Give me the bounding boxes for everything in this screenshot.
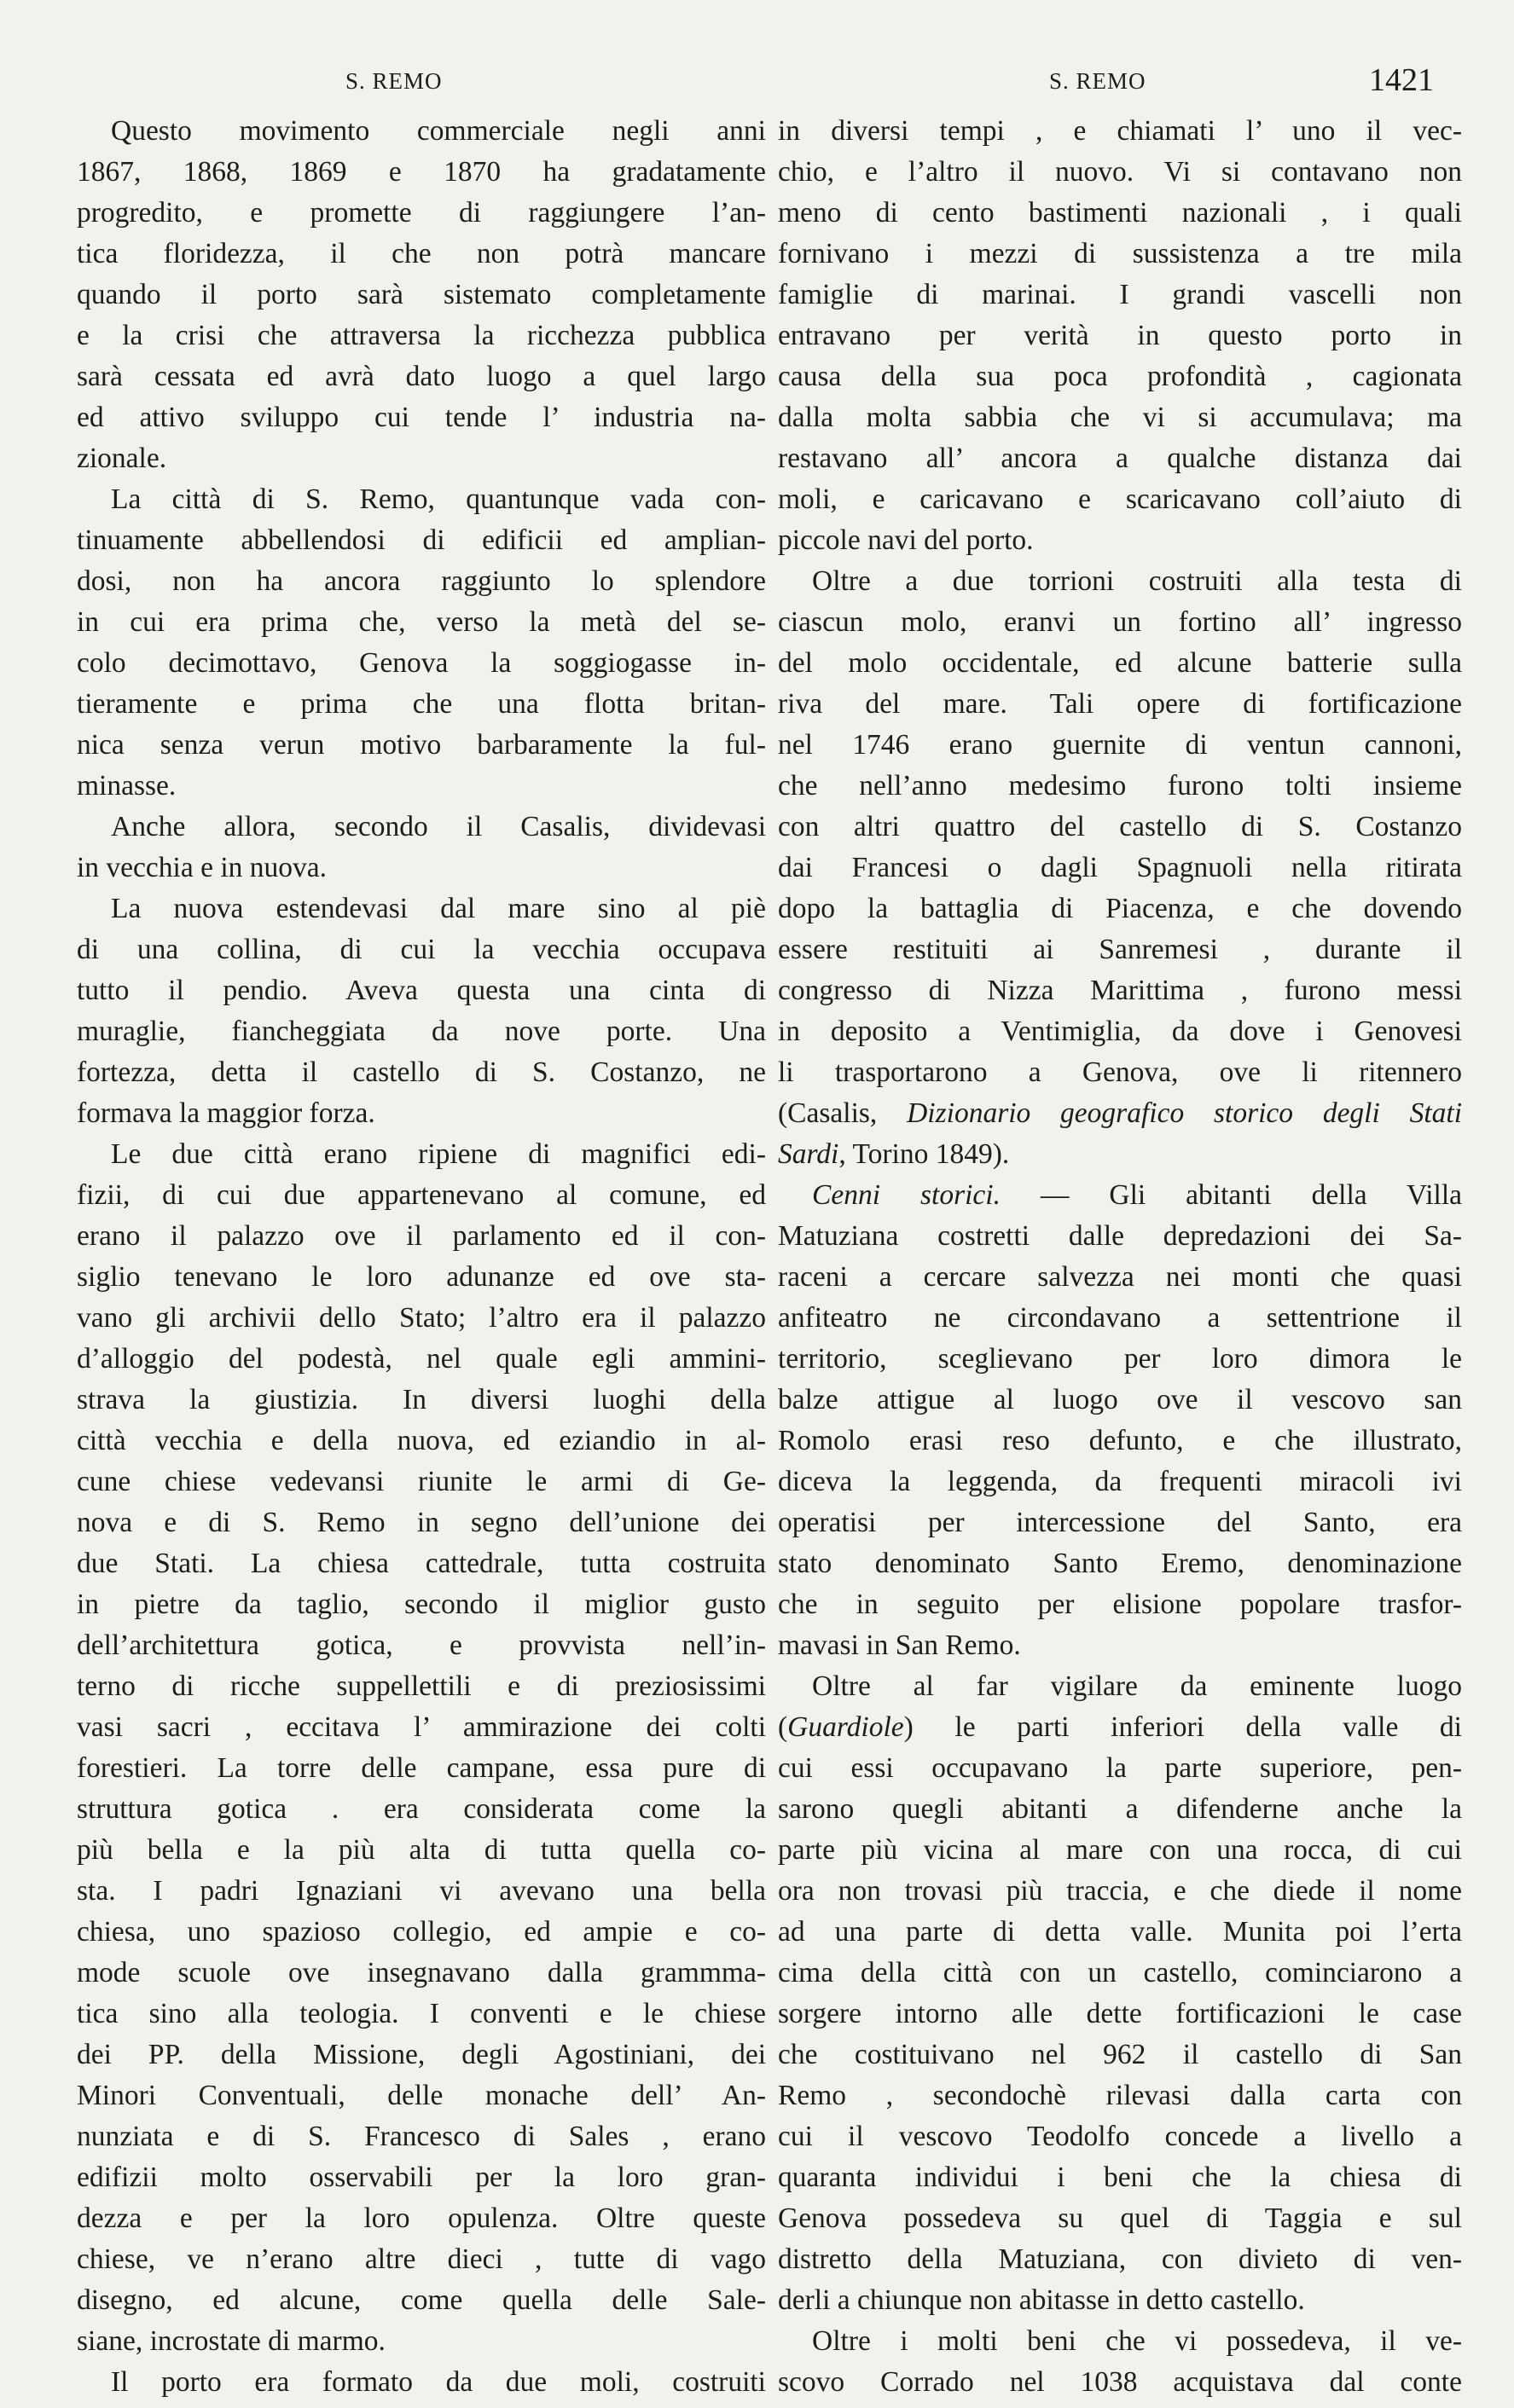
text-line (778, 725, 1462, 766)
text-line (778, 1216, 1462, 1257)
text-line (778, 2239, 1462, 2280)
text-line (778, 1789, 1462, 1830)
text-line: tinuamente abbellendosi di edificii ed amplian- (77, 524, 766, 556)
text-segment: mavasi in San Remo. (778, 1629, 1021, 1661)
text-line (778, 1462, 1462, 1502)
text-line (778, 1011, 1462, 1052)
text-segment: derli a chiunque non abitasse in detto castello. (778, 2284, 1305, 2316)
text-line: dosi, non ha ancora raggiunto lo splendore (77, 565, 766, 597)
text-line: chiesa, uno spazioso collegio, ed ampie e co- (77, 1916, 766, 1948)
italic-text: Cenni storici. (812, 1179, 1001, 1211)
text-segment: sorgere intorno alle dette fortificazioni le case (778, 1998, 1462, 2029)
text-line (778, 1748, 1462, 1789)
text-line (778, 1298, 1462, 1339)
text-line: in vecchia e in nuova. (77, 852, 328, 883)
text-line (778, 807, 1462, 848)
text-segment: dalla molta sabbia che vi si accumulava; ma (778, 402, 1462, 433)
text-line (778, 889, 1462, 929)
text-line (778, 193, 1462, 234)
text-segment: essere restituiti ai Sanremesi , durante il (778, 934, 1462, 965)
running-head-left: S. REMO (345, 68, 443, 94)
text-line: siane, incrostate di marmo. (77, 2325, 386, 2357)
text-line (778, 275, 1462, 315)
text-line (778, 1175, 1462, 1216)
text-segment: Remo , secondochè rilevasi dalla carta con (778, 2080, 1462, 2111)
text-line: tieramente e prima che una flotta britan- (77, 688, 766, 720)
text-line: strava la giustizia. In diversi luoghi della (77, 1384, 766, 1415)
text-segment: piccole navi del porto. (778, 524, 1034, 556)
page-number: 1421 (1369, 62, 1434, 98)
text-line (778, 1093, 1462, 1134)
text-line (778, 1134, 1462, 1175)
text-line: sta. I padri Ignaziani vi avevano una bella (77, 1875, 766, 1907)
text-segment: territorio, sceglievano per loro dimora le (778, 1343, 1462, 1375)
text-line: nova e di S. Remo in segno dell’unione dei (77, 1507, 766, 1538)
text-segment: ciascun molo, eranvi un fortino all’ ingresso (778, 606, 1462, 638)
text-segment: raceni a cercare salvezza nei monti che quasi (778, 1261, 1462, 1293)
text-segment: distretto della Matuziana, con divieto di ven- (778, 2243, 1462, 2275)
text-segment: ) le parti inferiori della valle di (903, 1711, 1462, 1743)
text-segment: meno di cento bastimenti nazionali , i quali (778, 197, 1462, 229)
text-line: fizii, di cui due appartenevano al comune, ed (77, 1179, 766, 1211)
text-line: tica sino alla teologia. I conventi e le chiese (77, 1998, 766, 2029)
text-segment: restavano all’ ancora a qualche distanza dai (778, 443, 1462, 474)
text-line (778, 1502, 1462, 1543)
text-line: progredito, e promette di raggiungere l’an- (77, 197, 766, 229)
text-segment: scovo Corrado nel 1038 acquistava dal conte (778, 2366, 1462, 2398)
italic-text: Guardiole (787, 1711, 904, 1743)
text-line: formava la maggior forza. (77, 1097, 375, 1129)
running-head-right: S. REMO (1049, 68, 1146, 94)
text-line (778, 397, 1462, 438)
text-line (778, 2362, 1462, 2403)
text-line (778, 2198, 1462, 2239)
text-line (778, 315, 1462, 356)
text-line: vasi sacri , eccitava l’ ammirazione dei colti (77, 1711, 766, 1743)
text-line: dell’architettura gotica, e provvista nell’in- (77, 1629, 766, 1661)
text-line (778, 2157, 1462, 2198)
text-segment: chio, e l’altro il nuovo. Vi si contavano non (778, 156, 1462, 188)
text-segment: Genova possedeva su quel di Taggia e sul (778, 2203, 1462, 2234)
text-line: d’alloggio del podestà, nel quale egli ammini- (77, 1343, 766, 1375)
text-line (778, 1257, 1462, 1298)
text-line: più bella e la più alta di tutta quella co- (77, 1834, 766, 1866)
text-line: La nuova estendevasi dal mare sino al piè (111, 893, 766, 924)
text-segment: quaranta individui i beni che la chiesa di (778, 2162, 1462, 2193)
right-column (778, 111, 1462, 2398)
text-line (778, 2321, 1462, 2362)
text-line (778, 561, 1462, 602)
text-segment: cui il vescovo Teodolfo concede a livello a (778, 2121, 1462, 2152)
text-line: Le due città erano ripiene di magnifici edi- (111, 1138, 766, 1170)
text-line: in pietre da taglio, secondo il miglior gusto (77, 1589, 766, 1620)
text-segment: riva del mare. Tali opere di fortificazione (778, 688, 1462, 720)
text-line (778, 2280, 1462, 2321)
text-segment: che costituivano nel 962 il castello di San (778, 2039, 1462, 2070)
text-line (778, 111, 1462, 152)
text-line: sarà cessata ed avrà dato luogo a quel largo (77, 361, 766, 392)
text-line: tica floridezza, il che non potrà mancare (77, 238, 766, 269)
text-segment: dopo la battaglia di Piacenza, e che dovendo (778, 893, 1462, 924)
text-line: muraglie, fiancheggiata da nove porte. Una (77, 1016, 766, 1047)
text-line (778, 1543, 1462, 1584)
text-segment: in deposito a Ventimiglia, da dove i Genovesi (778, 1016, 1462, 1047)
text-line (778, 2035, 1462, 2075)
text-segment: in diversi tempi , e chiamati l’ uno il vec- (778, 115, 1462, 147)
text-segment: del molo occidentale, ed alcune batterie sulla (778, 647, 1462, 679)
text-segment: balze attigue al luogo ove il vescovo san (778, 1384, 1462, 1415)
text-segment: Oltre al far vigilare da eminente luogo (812, 1670, 1462, 1702)
text-line (778, 1830, 1462, 1871)
text-segment: operatisi per intercessione del Santo, era (778, 1507, 1462, 1538)
text-segment: moli, e caricavano e scaricavano coll’aiuto di (778, 483, 1462, 515)
text-line: ed attivo sviluppo cui tende l’ industria na- (77, 402, 766, 433)
text-line: Il porto era formato da due moli, costruiti (111, 2366, 766, 2398)
text-line (778, 2075, 1462, 2116)
text-line (778, 929, 1462, 970)
text-segment: cima della città con un castello, cominciarono a (778, 1957, 1462, 1988)
text-line (778, 1912, 1462, 1953)
text-line: Minori Conventuali, delle monache dell’ An- (77, 2080, 766, 2111)
text-line (778, 970, 1462, 1011)
text-line (778, 520, 1462, 561)
text-segment: sarono quegli abitanti a difenderne anche la (778, 1793, 1462, 1825)
text-line (778, 438, 1462, 479)
text-line: vano gli archivii dello Stato; l’altro era il palazzo (77, 1302, 766, 1334)
text-line: nunziata e di S. Francesco di Sales , erano (77, 2121, 766, 2152)
text-line: Anche allora, secondo il Casalis, dividevasi (111, 811, 766, 842)
text-segment: che nell’anno medesimo furono tolti insieme (778, 770, 1462, 802)
text-line: dezza e per la loro opulenza. Oltre queste (77, 2203, 766, 2234)
text-line: nica senza verun motivo barbaramente la ful- (77, 729, 766, 761)
text-line: e la crisi che attraversa la ricchezza pubblica (77, 320, 766, 351)
text-line (778, 1380, 1462, 1421)
text-line (778, 356, 1462, 397)
text-segment: causa della sua poca profondità , cagionata (778, 361, 1462, 392)
text-line (778, 643, 1462, 684)
text-line: due Stati. La chiesa cattedrale, tutta costruita (77, 1548, 766, 1579)
text-line: zionale. (77, 443, 167, 474)
text-segment: li trasportarono a Genova, ove li ritennero (778, 1056, 1462, 1088)
text-line (778, 848, 1462, 889)
text-line (778, 684, 1462, 725)
text-line: città vecchia e della nuova, ed eziandio in al- (77, 1425, 766, 1456)
text-line: forestieri. La torre delle campane, essa pure di (77, 1752, 766, 1784)
text-line (778, 1707, 1462, 1748)
text-segment: Matuziana costretti dalle depredazioni dei Sa- (778, 1220, 1462, 1252)
text-line (778, 2116, 1462, 2157)
italic-text: Sardi (778, 1138, 839, 1170)
text-line: fortezza, detta il castello di S. Costanzo, ne (77, 1056, 766, 1088)
text-line: cune chiese vedevansi riunite le armi di Ge- (77, 1466, 766, 1497)
text-line (778, 1994, 1462, 2035)
text-line: tutto il pendio. Aveva questa una cinta di (77, 975, 766, 1006)
text-segment: cui essi occupavano la parte superiore, pen- (778, 1752, 1462, 1784)
text-line: 1867, 1868, 1869 e 1870 ha gradatamente (77, 156, 766, 188)
text-line: erano il palazzo ove il parlamento ed il con- (77, 1220, 766, 1252)
text-segment: entravano per verità in questo porto in (778, 320, 1462, 351)
text-line (778, 1339, 1462, 1380)
text-line: terno di ricche suppellettili e di preziosissimi (77, 1670, 766, 1702)
text-segment: Romolo erasi reso defunto, e che illustrato, (778, 1425, 1462, 1456)
text-line (778, 1953, 1462, 1994)
text-segment: parte più vicina al mare con una rocca, di cui (778, 1834, 1462, 1866)
text-segment: che in seguito per elisione popolare trasfor- (778, 1589, 1462, 1620)
text-line: La città di S. Remo, quantunque vada con- (111, 483, 766, 515)
text-segment: Oltre i molti beni che vi possedeva, il ve- (812, 2325, 1462, 2357)
text-segment: anfiteatro ne circondavano a settentrione il (778, 1302, 1462, 1334)
text-segment: ora non trovasi più traccia, e che diede il nome (778, 1875, 1462, 1907)
text-segment: ( (778, 1711, 788, 1743)
text-line (778, 479, 1462, 520)
text-line: siglio tenevano le loro adunanze ed ove sta- (77, 1261, 766, 1293)
text-segment: congresso di Nizza Marittima , furono messi (778, 975, 1462, 1006)
text-segment: Oltre a due torrioni costruiti alla testa di (812, 565, 1462, 597)
left-column (77, 111, 766, 2398)
text-line (778, 1421, 1462, 1462)
text-line (778, 1052, 1462, 1093)
text-line (778, 1666, 1462, 1707)
text-line (778, 766, 1462, 807)
text-segment: dai Francesi o dagli Spagnuoli nella ritirata (778, 852, 1462, 883)
text-line: mode scuole ove insegnavano dalla grammma- (77, 1957, 766, 1988)
text-line (778, 602, 1462, 643)
text-line (778, 234, 1462, 275)
text-line (778, 152, 1462, 193)
text-segment: (Casalis, (778, 1097, 908, 1129)
text-segment: con altri quattro del castello di S. Costanzo (778, 811, 1462, 842)
text-line: edifizii molto osservabili per la loro gran- (77, 2162, 766, 2193)
text-line: in cui era prima che, verso la metà del se- (77, 606, 766, 638)
italic-text: Dizionario geografico storico degli Stati (907, 1097, 1462, 1129)
text-line (778, 1871, 1462, 1912)
text-line: colo decimottavo, Genova la soggiogasse in- (77, 647, 766, 679)
text-segment: stato denominato Santo Eremo, denominazione (778, 1548, 1462, 1579)
text-segment: diceva la leggenda, da frequenti miracoli ivi (778, 1466, 1462, 1497)
text-line: Questo movimento commerciale negli anni (111, 115, 766, 147)
text-segment: , Torino 1849). (838, 1138, 1010, 1170)
text-line: chiese, ve n’erano altre dieci , tutte di vago (77, 2243, 766, 2275)
text-segment: famiglie di marinai. I grandi vascelli non (778, 279, 1462, 310)
text-line: di una collina, di cui la vecchia occupava (77, 934, 766, 965)
text-segment: nel 1746 erano guernite di ventun cannoni, (778, 729, 1462, 761)
text-segment: ad una parte di detta valle. Munita poi l’erta (778, 1916, 1462, 1948)
text-line: struttura gotica . era considerata come la (77, 1793, 766, 1825)
text-line (778, 1584, 1462, 1625)
text-line: minasse. (77, 770, 177, 802)
text-segment: fornivano i mezzi di sussistenza a tre mila (778, 238, 1462, 269)
text-line (778, 1625, 1462, 1666)
text-segment: — Gli abitanti della Villa (1000, 1179, 1462, 1211)
text-line: quando il porto sarà sistemato completamente (77, 279, 766, 310)
text-line: dei PP. della Missione, degli Agostiniani, dei (77, 2039, 766, 2070)
text-line: disegno, ed alcune, come quella delle Sale- (77, 2284, 766, 2316)
